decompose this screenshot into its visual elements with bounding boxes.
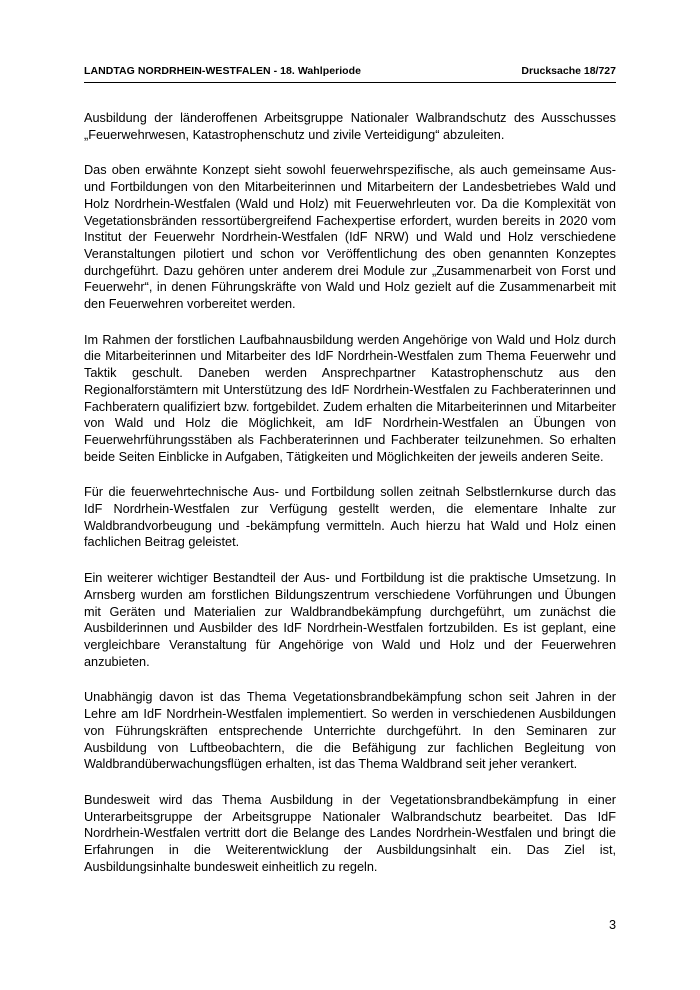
- document-body: [84, 110, 616, 894]
- paragraph: Im Rahmen der forstlichen Laufbahnausbildung werden Angehörige von Wald und Holz durch die Mitarbeiterinnen und Mitarbeiter des IdF Nordrhein-Westfalen zum Thema Feuerwehr und Taktik geschult. Daneben werden Ansprechpartner Katastrophenschutz aus den Regionalforstämtern mit Unterstützung des IdF Nordrhein-Westfalen zu Fachberaterinnen und Fachberatern qualifiziert bzw. fortgebildet. Zudem erhalten die Mitarbeiterinnen und Mitarbeiter von Wald und Holz die Möglichkeit, am IdF Nordrhein-Westfalen an Übungen von Feuerwehrführungsstäben als Fachberaterinnen und Fachberater teilzunehmen. So erhalten beide Seiten Einblicke in Aufgaben, Tätigkeiten und Möglichkeiten der jeweils anderen Seite.: [84, 332, 616, 464]
- paragraph: Für die feuerwehrtechnische Aus- und Fortbildung sollen zeitnah Selbstlernkurse durch das IdF Nordrhein-Westfalen zur Verfügung gestellt werden, die elementare Inhalte zur Waldbrandvorbeugung und -bekämpfung vermitteln. Auch hierzu hat Wald und Holz einen fachlichen Beitrag geleistet.: [84, 485, 616, 550]
- paragraph: Ein weiterer wichtiger Bestandteil der Aus- und Fortbildung ist die praktische Umsetzung. In Arnsberg wurden am forstlichen Bildungszentrum verschiedene Vorführungen und Übungen mit Geräten und Materialien zur Waldbrandbekämpfung durchgeführt, um zunächst die Ausbilderinnen und Ausbilder des IdF Nordrhein-Westfalen fortzubilden. Es ist geplant, eine vergleichbare Veranstaltung für Angehörige von Wald und Holz und der Feuerwehren anzubieten.: [84, 571, 616, 669]
- header-title: LANDTAG NORDRHEIN-WESTFALEN - 18. Wahlperiode: [84, 65, 362, 77]
- page-header: [84, 62, 616, 83]
- paragraph: Unabhängig davon ist das Thema Vegetationsbrandbekämpfung schon seit Jahren in der Lehre am IdF Nordrhein-Westfalen implementiert. So werden in verschiedenen Ausbildungen von Führungskräften entsprechende Unterrichte durchgeführt. In den Seminaren zur Ausbildung von Luftbeobachtern, die die Befähigung zur fachlichen Begleitung von Waldbrandüberwachungsflügen erhalten, ist das Thema Waldbrand seit jeher verankert.: [84, 690, 616, 772]
- paragraph: Das oben erwähnte Konzept sieht sowohl feuerwehrspezifische, als auch gemeinsame Aus- und Fortbildungen von den Mitarbeiterinnen und Mitarbeitern der Landesbetriebes Wald und Holz Nordrhein-Westfalen (Wald und Holz) mit Feuerwehrleuten vor. Da die Komplexität von Vegetationsbränden ressortübergreifend Fachexpertise erfordert, wurden bereits in 2020 vom Institut der Feuerwehr Nordrhein-Westfalen (IdF NRW) und Wald und Holz verschiedene Veranstaltungen pilotiert und schon vor Veröffentlichung des oben genannten Konzeptes durchgeführt. Dazu gehören unter anderem drei Module zur „Zusammenarbeit von Forst und Feuerwehr“, in denen Führungskräfte von Wald und Holz gezielt auf die Zusammenarbeit mit den Feuerwehren vorbereitet werden.: [84, 163, 616, 312]
- paragraph: Bundesweit wird das Thema Ausbildung in der Vegetationsbrandbekämpfung in einer Unterarbeitsgruppe der Arbeitsgruppe Nationaler Walbrandschutz bearbeitet. Das IdF Nordrhein-Westfalen vertritt dort die Belange des Landes Nordrhein-Westfalen und bringt die Erfahrungen in die Weiterentwicklung der Ausbildungsinhalt ein. Das Ziel ist, Ausbildungsinhalte bundesweit einheitlich zu regeln.: [84, 792, 616, 874]
- page-number: 3: [608, 918, 616, 932]
- paragraph: Ausbildung der länderoffenen Arbeitsgruppe Nationaler Walbrandschutz des Ausschusses „Feuerwehrwesen, Katastrophenschutz und zivile Verteidigung“ abzuleiten.: [84, 111, 616, 142]
- document-number: Drucksache 18/727: [521, 65, 616, 77]
